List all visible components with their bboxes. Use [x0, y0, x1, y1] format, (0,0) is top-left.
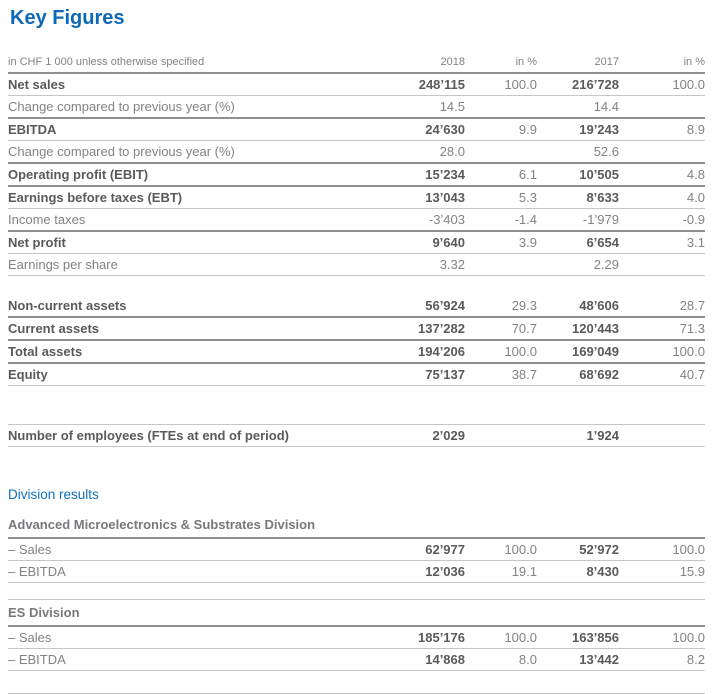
value-cell: -1’979	[582, 212, 619, 227]
percent-cell: 28.7	[679, 298, 705, 313]
percent-cell: 29.3	[511, 298, 537, 313]
percent-cell: 71.3	[679, 321, 705, 336]
table-row	[8, 316, 705, 339]
row-label: Operating profit (EBIT)	[8, 167, 149, 182]
row-label: Net profit	[8, 235, 66, 250]
value-cell: 13’442	[579, 652, 619, 667]
row-label: Number of employees (FTEs at end of period)	[8, 428, 289, 443]
value-cell: 2’029	[432, 428, 465, 443]
table-row	[8, 162, 705, 185]
table-row	[8, 339, 705, 362]
division-group-title: Advanced Microelectronics & Substrates Division	[8, 514, 705, 539]
value-cell: 10’505	[579, 167, 619, 182]
value-cell: 6’654	[586, 235, 619, 250]
value-cell: -3’403	[428, 212, 465, 227]
value-cell: 62’977	[425, 542, 465, 557]
row-label: Change compared to previous year (%)	[8, 99, 235, 114]
percent-cell: 9.9	[518, 122, 537, 137]
value-cell: 185’176	[418, 630, 465, 645]
percent-cell: 3.9	[518, 235, 537, 250]
table-header-row	[8, 56, 705, 74]
percent-cell: 4.0	[686, 190, 705, 205]
division-group-ams	[8, 514, 705, 583]
percent-cell: 5.3	[518, 190, 537, 205]
percent-cell: 100.0	[504, 344, 537, 359]
value-cell: 68’692	[579, 367, 619, 382]
percent-cell: 19.1	[511, 564, 537, 579]
percent-cell: 38.7	[511, 367, 537, 382]
table-row	[8, 253, 705, 275]
value-cell: 48’606	[579, 298, 619, 313]
value-cell: 19’243	[579, 122, 619, 137]
division-results-heading: Division results	[8, 487, 99, 502]
percent-cell: 3.1	[686, 235, 705, 250]
value-cell: 14.5	[439, 99, 465, 114]
row-label: Equity	[8, 367, 48, 382]
division-group-title: ES Division	[8, 602, 705, 627]
value-cell: 216’728	[572, 77, 619, 92]
percent-cell: 8.9	[686, 122, 705, 137]
value-cell: 52’972	[579, 542, 619, 557]
column-header-in-percent-1: in %	[515, 56, 537, 68]
column-header-in-percent-2: in %	[683, 56, 705, 68]
table-row	[8, 74, 705, 95]
table-row	[8, 230, 705, 253]
table-row	[8, 208, 705, 230]
percent-cell: 40.7	[679, 367, 705, 382]
value-cell: 163’856	[572, 630, 619, 645]
section-profit-and-loss	[8, 74, 705, 276]
value-cell: 24’630	[425, 122, 465, 137]
value-cell: 120’443	[572, 321, 619, 336]
row-label: – EBITDA	[8, 652, 66, 667]
row-label: – Sales	[8, 542, 52, 557]
row-label: Current assets	[8, 321, 100, 336]
percent-cell: 100.0	[672, 630, 705, 645]
page-title: Key Figures	[10, 7, 125, 29]
value-cell: 194’206	[418, 344, 465, 359]
column-header-2017: 2017	[594, 56, 619, 68]
value-cell: 248’115	[418, 77, 465, 92]
row-label: Net sales	[8, 77, 66, 92]
table-row	[8, 539, 705, 560]
row-label: Earnings before taxes (EBT)	[8, 190, 183, 205]
value-cell: 14.4	[593, 99, 619, 114]
percent-cell: 100.0	[504, 542, 537, 557]
row-label: Total assets	[8, 344, 83, 359]
table-row	[8, 295, 705, 316]
value-cell: 8’633	[586, 190, 619, 205]
key-figures-table	[8, 56, 705, 447]
table-row	[8, 648, 705, 670]
percent-cell: 100.0	[672, 344, 705, 359]
value-cell: 56’924	[425, 298, 465, 313]
table-row	[8, 117, 705, 140]
value-cell: 15’234	[425, 167, 465, 182]
value-cell: 137’282	[418, 321, 465, 336]
percent-cell: -0.9	[682, 212, 705, 227]
table-row	[8, 140, 705, 162]
table-row	[8, 362, 705, 385]
value-cell: 13’043	[425, 190, 465, 205]
table-row	[8, 95, 705, 117]
table-row	[8, 560, 705, 582]
value-cell: 2.29	[593, 257, 619, 272]
row-label: Non-current assets	[8, 298, 127, 313]
row-label: Earnings per share	[8, 257, 118, 272]
table-row	[8, 425, 705, 446]
percent-cell: 100.0	[504, 77, 537, 92]
section-balance-sheet	[8, 295, 705, 386]
percent-cell: 100.0	[672, 77, 705, 92]
column-header-2018: 2018	[440, 56, 465, 68]
percent-cell: 70.7	[511, 321, 537, 336]
value-cell: 8’430	[586, 564, 619, 579]
percent-cell: 100.0	[504, 630, 537, 645]
row-label: Income taxes	[8, 212, 86, 227]
value-cell: 12’036	[425, 564, 465, 579]
unit-note: in CHF 1 000 unless otherwise specified	[8, 56, 205, 68]
percent-cell: 100.0	[672, 542, 705, 557]
percent-cell: 4.8	[686, 167, 705, 182]
value-cell: 52.6	[593, 144, 619, 159]
percent-cell: 8.2	[686, 652, 705, 667]
value-cell: 1’924	[586, 428, 619, 443]
percent-cell: 8.0	[518, 652, 537, 667]
table-row	[8, 627, 705, 648]
percent-cell: -1.4	[514, 212, 537, 227]
section-employees	[8, 424, 705, 447]
value-cell: 75’137	[425, 367, 465, 382]
value-cell: 14’868	[425, 652, 465, 667]
row-label: – Sales	[8, 630, 52, 645]
table-row	[8, 185, 705, 208]
row-label: EBITDA	[8, 122, 57, 137]
percent-cell: 6.1	[518, 167, 537, 182]
value-cell: 9’640	[432, 235, 465, 250]
value-cell: 169’049	[572, 344, 619, 359]
row-label: Change compared to previous year (%)	[8, 144, 235, 159]
value-cell: 28.0	[439, 144, 465, 159]
value-cell: 3.32	[439, 257, 465, 272]
division-group-es	[8, 599, 705, 671]
row-label: – EBITDA	[8, 564, 66, 579]
percent-cell: 15.9	[679, 564, 705, 579]
